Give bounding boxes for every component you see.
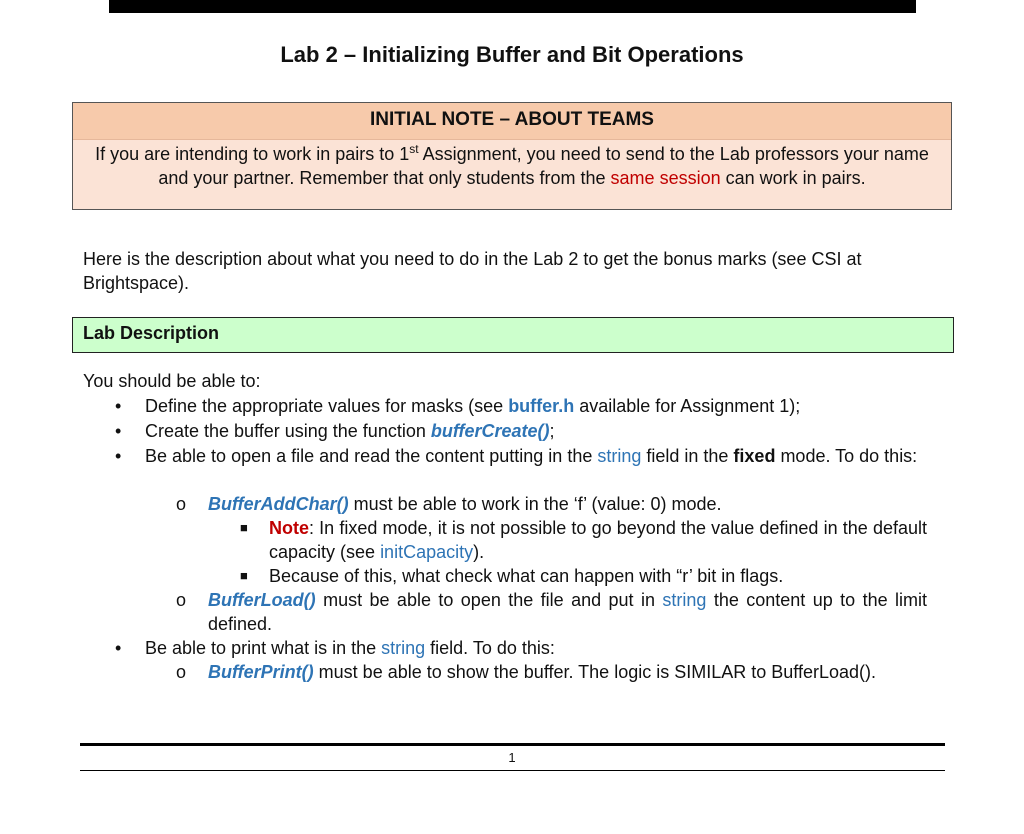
note-r-bit: Because of this, what check what can happen with “r’ bit in flags. [269,566,784,586]
team-note-body [73,140,951,190]
bullet-dot-icon: • [115,446,122,466]
note-fixed-mode: Note: In fixed mode, it is not possible to go beyond the value defined in the default capacity (see initCapacity). [269,518,927,562]
square-bullet-icon: ■ [240,520,248,535]
square-bullet-icon: ■ [240,568,248,583]
sub-item-bufferaddchar: BufferAddChar() must be able to work in the ‘f’ (value: 0) mode. [208,494,722,514]
bullet-dot-icon: • [115,396,122,416]
list-item-3: Be able to open a file and read the content putting in the string field in the fixed mode. To do this: [145,446,918,466]
note-highlight: same session [610,168,721,188]
note-text-3: can work in pairs. [720,168,866,188]
page-number: 1 [508,750,516,765]
circle-bullet-icon: o [176,662,187,682]
footer-rule-top [80,743,945,746]
note-text-1: If you are intending to work in pairs to 1 [95,144,410,164]
intro-paragraph: Here is the description about what you need to do in the Lab 2 to get the bonus marks (see CSI at Brightspace). [83,249,862,293]
team-note-heading: INITIAL NOTE – ABOUT TEAMS [73,103,951,140]
footer-rule-bottom [80,770,945,771]
page-title: Lab 2 – Initializing Buffer and Bit Operations [280,42,744,67]
team-note-box [72,102,952,210]
list-item-4: Be able to print what is in the string field. To do this: [145,638,555,658]
bullet-dot-icon: • [115,638,122,658]
circle-bullet-icon: o [176,590,187,610]
sub-item-bufferprint: BufferPrint() must be able to show the buffer. The logic is SIMILAR to BufferLoad(). [208,662,876,682]
lead-text: You should be able to: [83,371,261,391]
section-title: Lab Description [83,323,220,343]
lab-description-header [72,317,954,353]
top-black-bar [109,0,916,13]
note-text-2: Assignment, you need to send to the Lab professors your name and your partner. Remember that only students from the [158,144,929,188]
sub-item-bufferload: BufferLoad() must be able to open the file and put in string the content up to the limit defined. [208,590,927,634]
list-item-1: Define the appropriate values for masks (see buffer.h available for Assignment 1); [145,396,801,416]
bullet-dot-icon: • [115,421,122,441]
note-superscript: st [409,142,419,156]
list-item-2: Create the buffer using the function bufferCreate(); [145,421,555,441]
circle-bullet-icon: o [176,494,187,514]
